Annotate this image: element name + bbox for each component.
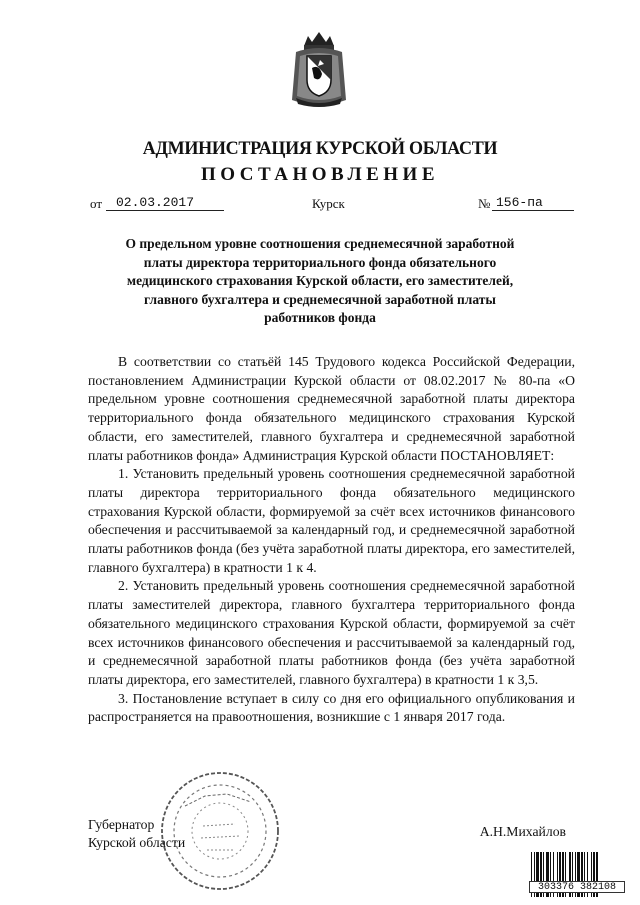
document-number: 156-па [492,196,574,211]
document-date: 02.03.2017 [106,196,224,211]
barcode-number: 303376 382108 [529,881,625,893]
document-city: Курск [312,196,345,211]
body-item-1: 1. Установить предельный уровень соотношения среднемесячной заработной платы директора территориального фонда обязательного медицинского страхования Курской области, формируемой за счёт всех источников финансового обеспечения и рассчитываемой за календарный год, и среднемесячной заработной платы работников фонда (без учёта заработной платы директора, его заместителей, главного бухгалтера) в кратности 1 к 4. [88,466,575,575]
body-preamble: В соответствии со статьёй 145 Трудового кодекса Российской Федерации, постановлением Администрации Курской области от 08.02.2017 № 80-па «О предельном уровне соотношения среднемесячной заработной платы директора территориального фонда обязательного медицинского страхования Курской области, его заместителей, главного бухгалтера и среднемесячной заработной платы работников фонда» Администрация Курской области ПОСТАНОВЛЯЕТ: [88,354,575,463]
document-subject: О предельном уровне соотношения среднемесячной заработной платы директора территориального фонда обязательного медицинского страхования Курской области, его заместителей, главного бухгалтера и среднемесячной заработной платы работников фонда [125,236,515,326]
document-body [88,353,575,727]
signatory-position-line2: Курской области [88,835,186,850]
signature-block [88,816,578,866]
signatory-position-line1: Губернатор [88,817,155,832]
organization-title: АДМИНИСТРАЦИЯ КУРСКОЙ ОБЛАСТИ [142,138,498,159]
date-prefix: от [90,196,103,211]
body-item-2: 2. Установить предельный уровень соотношения среднемесячной заработной платы заместителей директора, главного бухгалтера территориального фонда обязательного медицинского страхования Курской области, формируемой за счёт всех источников финансового обеспечения и рассчитываемой за календарный год, и среднемесячной заработной платы работников фонда (без учёта заработной платы директора, его заместителей, главного бухгалтера) в кратности 1 к 3,5. [88,578,575,687]
coat-of-arms-icon [290,30,348,108]
signatory-position [88,816,185,852]
document-meta-row [0,196,640,216]
body-item-3: 3. Постановление вступает в силу со дня его официального опубликования и распространяется на правоотношения, возникшие с 1 января 2017 года. [88,690,575,725]
signatory-name: А.Н.Михайлов [479,824,566,839]
number-sign: № [478,196,491,211]
document-type-title: ПОСТАНОВЛЕНИЕ [200,164,440,185]
